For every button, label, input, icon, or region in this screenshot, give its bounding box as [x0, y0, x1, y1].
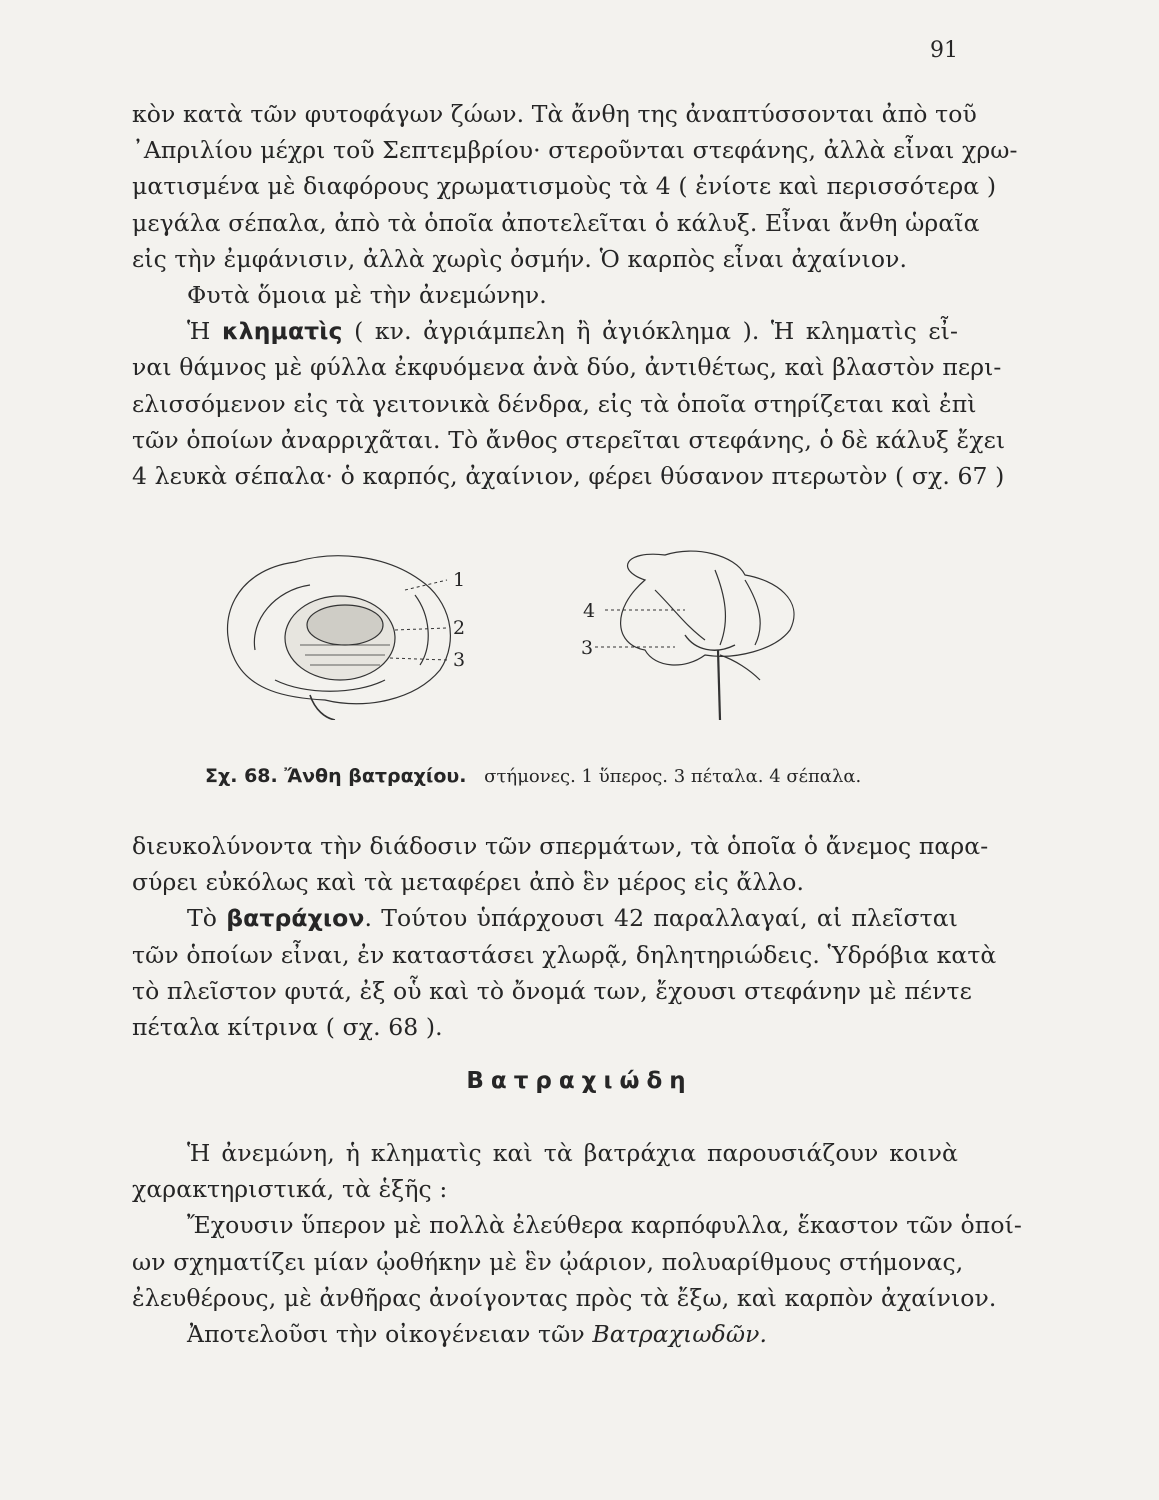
text-line: τῶν ὁποίων ἀναρριχᾶται. Τὸ ἄνθος στερεῖται στεφάνης, ὁ δὲ κάλυξ ἔχει	[132, 425, 1006, 454]
text-line: διευκολύνοντα τὴν διάδοσιν τῶν σπερμάτων, τὰ ὁποῖα ὁ ἄνεμος παρα-	[132, 832, 989, 860]
text-line: χαρακτηριστικά, τὰ ἑξῆς :	[132, 1175, 448, 1204]
label-2: 2	[453, 617, 466, 639]
text-line: ων σχηματίζει μίαν ᾠοθήκην μὲ ἓν ᾠάριον, πολυαρίθμους στήμονας,	[132, 1247, 964, 1276]
term-vatrachion: βατράχιον	[226, 904, 365, 933]
paragraph-anemone-end	[132, 96, 1018, 494]
term-klimatis: κληματὶς	[221, 317, 343, 346]
paragraph-family-traits	[132, 1135, 1022, 1352]
text-line: κὸν κατὰ τῶν φυτοφάγων ζώων. Τὰ ἄνθη της ἀναπτύσσονται ἀπὸ τοῦ	[132, 100, 977, 128]
text-line: Τὸ βατράχιον. Τούτου ὑπάρχουσι 42 παραλλαγαί, αἱ πλεῖσται	[187, 904, 958, 933]
flower-leader-lines	[390, 580, 447, 660]
text-line: Ἡ κληματὶς ( κν. ἀγριάμπελη ἢ ἀγιόκλημα ). Ἡ κληματὶς εἶ-	[187, 317, 958, 346]
text-line: Ἔχουσιν ὕπερον μὲ πολλὰ ἐλεύθερα καρπόφυλλα, ἕκαστον τῶν ὁποί-	[187, 1211, 1022, 1240]
text-line: τῶν ὁποίων εἶναι, ἐν καταστάσει χλωρᾷ, δηλητηριώδεις. Ὑδρόβια κατὰ	[132, 940, 997, 969]
figure-buttercup-flowers	[215, 550, 975, 720]
family-name: Βατραχιωδῶν.	[592, 1320, 768, 1349]
label-1: 1	[453, 569, 466, 591]
text-line: μεγάλα σέπαλα, ἀπὸ τὰ ὁποῖα ἀποτελεῖται ὁ κάλυξ. Εἶναι ἄνθη ὡραῖα	[132, 208, 980, 237]
text-line: ματισμένα μὲ διαφόρους χρωματισμοὺς τὰ 4 ( ἐνίοτε καὶ περισσότερα )	[132, 172, 997, 201]
text-line: ᾿Απριλίου μέχρι τοῦ Σεπτεμβρίου· στεροῦνται στεφάνης, ἀλλὰ εἶναι χρω-	[132, 136, 1018, 165]
text-line: σύρει εὐκόλως καὶ τὰ μεταφέρει ἀπὸ ἓν μέρος εἰς ἄλλο.	[132, 868, 805, 897]
section-heading: Βατραχιώδη	[466, 1068, 693, 1094]
text-line: ελισσόμενον εἰς τὰ γειτονικὰ δένδρα, εἰς τὰ ὁποῖα στηρίζεται καὶ ἐπὶ	[132, 389, 977, 418]
similar-plants-line: Φυτὰ ὅμοια μὲ τὴν ἀνεμώνην.	[187, 281, 547, 310]
caption-text: στήμονες. 1 ὕπερος. 3 πέταλα. 4 σέπαλα.	[484, 766, 862, 787]
label-3-sepal: 3	[581, 637, 594, 659]
text-line: ναι θάμνος μὲ φύλλα ἐκφυόμενα ἀνὰ δύο, ἀντιθέτως, καὶ βλαστὸν περι-	[132, 353, 1002, 382]
flower-side-view-illustration	[621, 551, 794, 720]
figure-caption	[205, 765, 861, 787]
label-4: 4	[583, 600, 596, 622]
text-line: πέταλα κίτρινα ( σχ. 68 ).	[132, 1013, 443, 1042]
text-line: Ἡ ἀνεμώνη, ἡ κληματὶς καὶ τὰ βατράχια παρουσιάζουν κοινὰ	[187, 1139, 958, 1167]
page-number: 91	[930, 38, 958, 63]
text-line: εἰς τὴν ἐμφάνισιν, ἀλλὰ χωρὶς ὀσμήν. Ὁ καρπὸς εἶναι ἀχαίνιον.	[132, 244, 908, 273]
text-line: 4 λευκὰ σέπαλα· ὁ καρπός, ἀχαίνιον, φέρει θύσανον πτερωτὸν ( σχ. 67 )	[132, 462, 1005, 491]
flower-top-view-illustration	[228, 556, 451, 720]
side-leader-lines	[595, 610, 685, 647]
text-line: τὸ πλεῖστον φυτά, ἐξ οὗ καὶ τὸ ὄνομά των, ἔχουσι στεφάνην μὲ πέντε	[132, 976, 972, 1005]
text-line: ἐλευθέρους, μὲ ἀνθῆρας ἀνοίγοντας πρὸς τὰ ἔξω, καὶ καρπὸν ἀχαίνιον.	[132, 1283, 997, 1312]
caption-label: Σχ. 68. Ἄνθη βατραχίου.	[205, 765, 467, 787]
label-3: 3	[453, 649, 466, 671]
paragraph-seed-dispersal	[132, 828, 997, 1045]
text-line: Ἀποτελοῦσι τὴν οἰκογένειαν τῶν Βατραχιωδῶν.	[187, 1320, 768, 1349]
